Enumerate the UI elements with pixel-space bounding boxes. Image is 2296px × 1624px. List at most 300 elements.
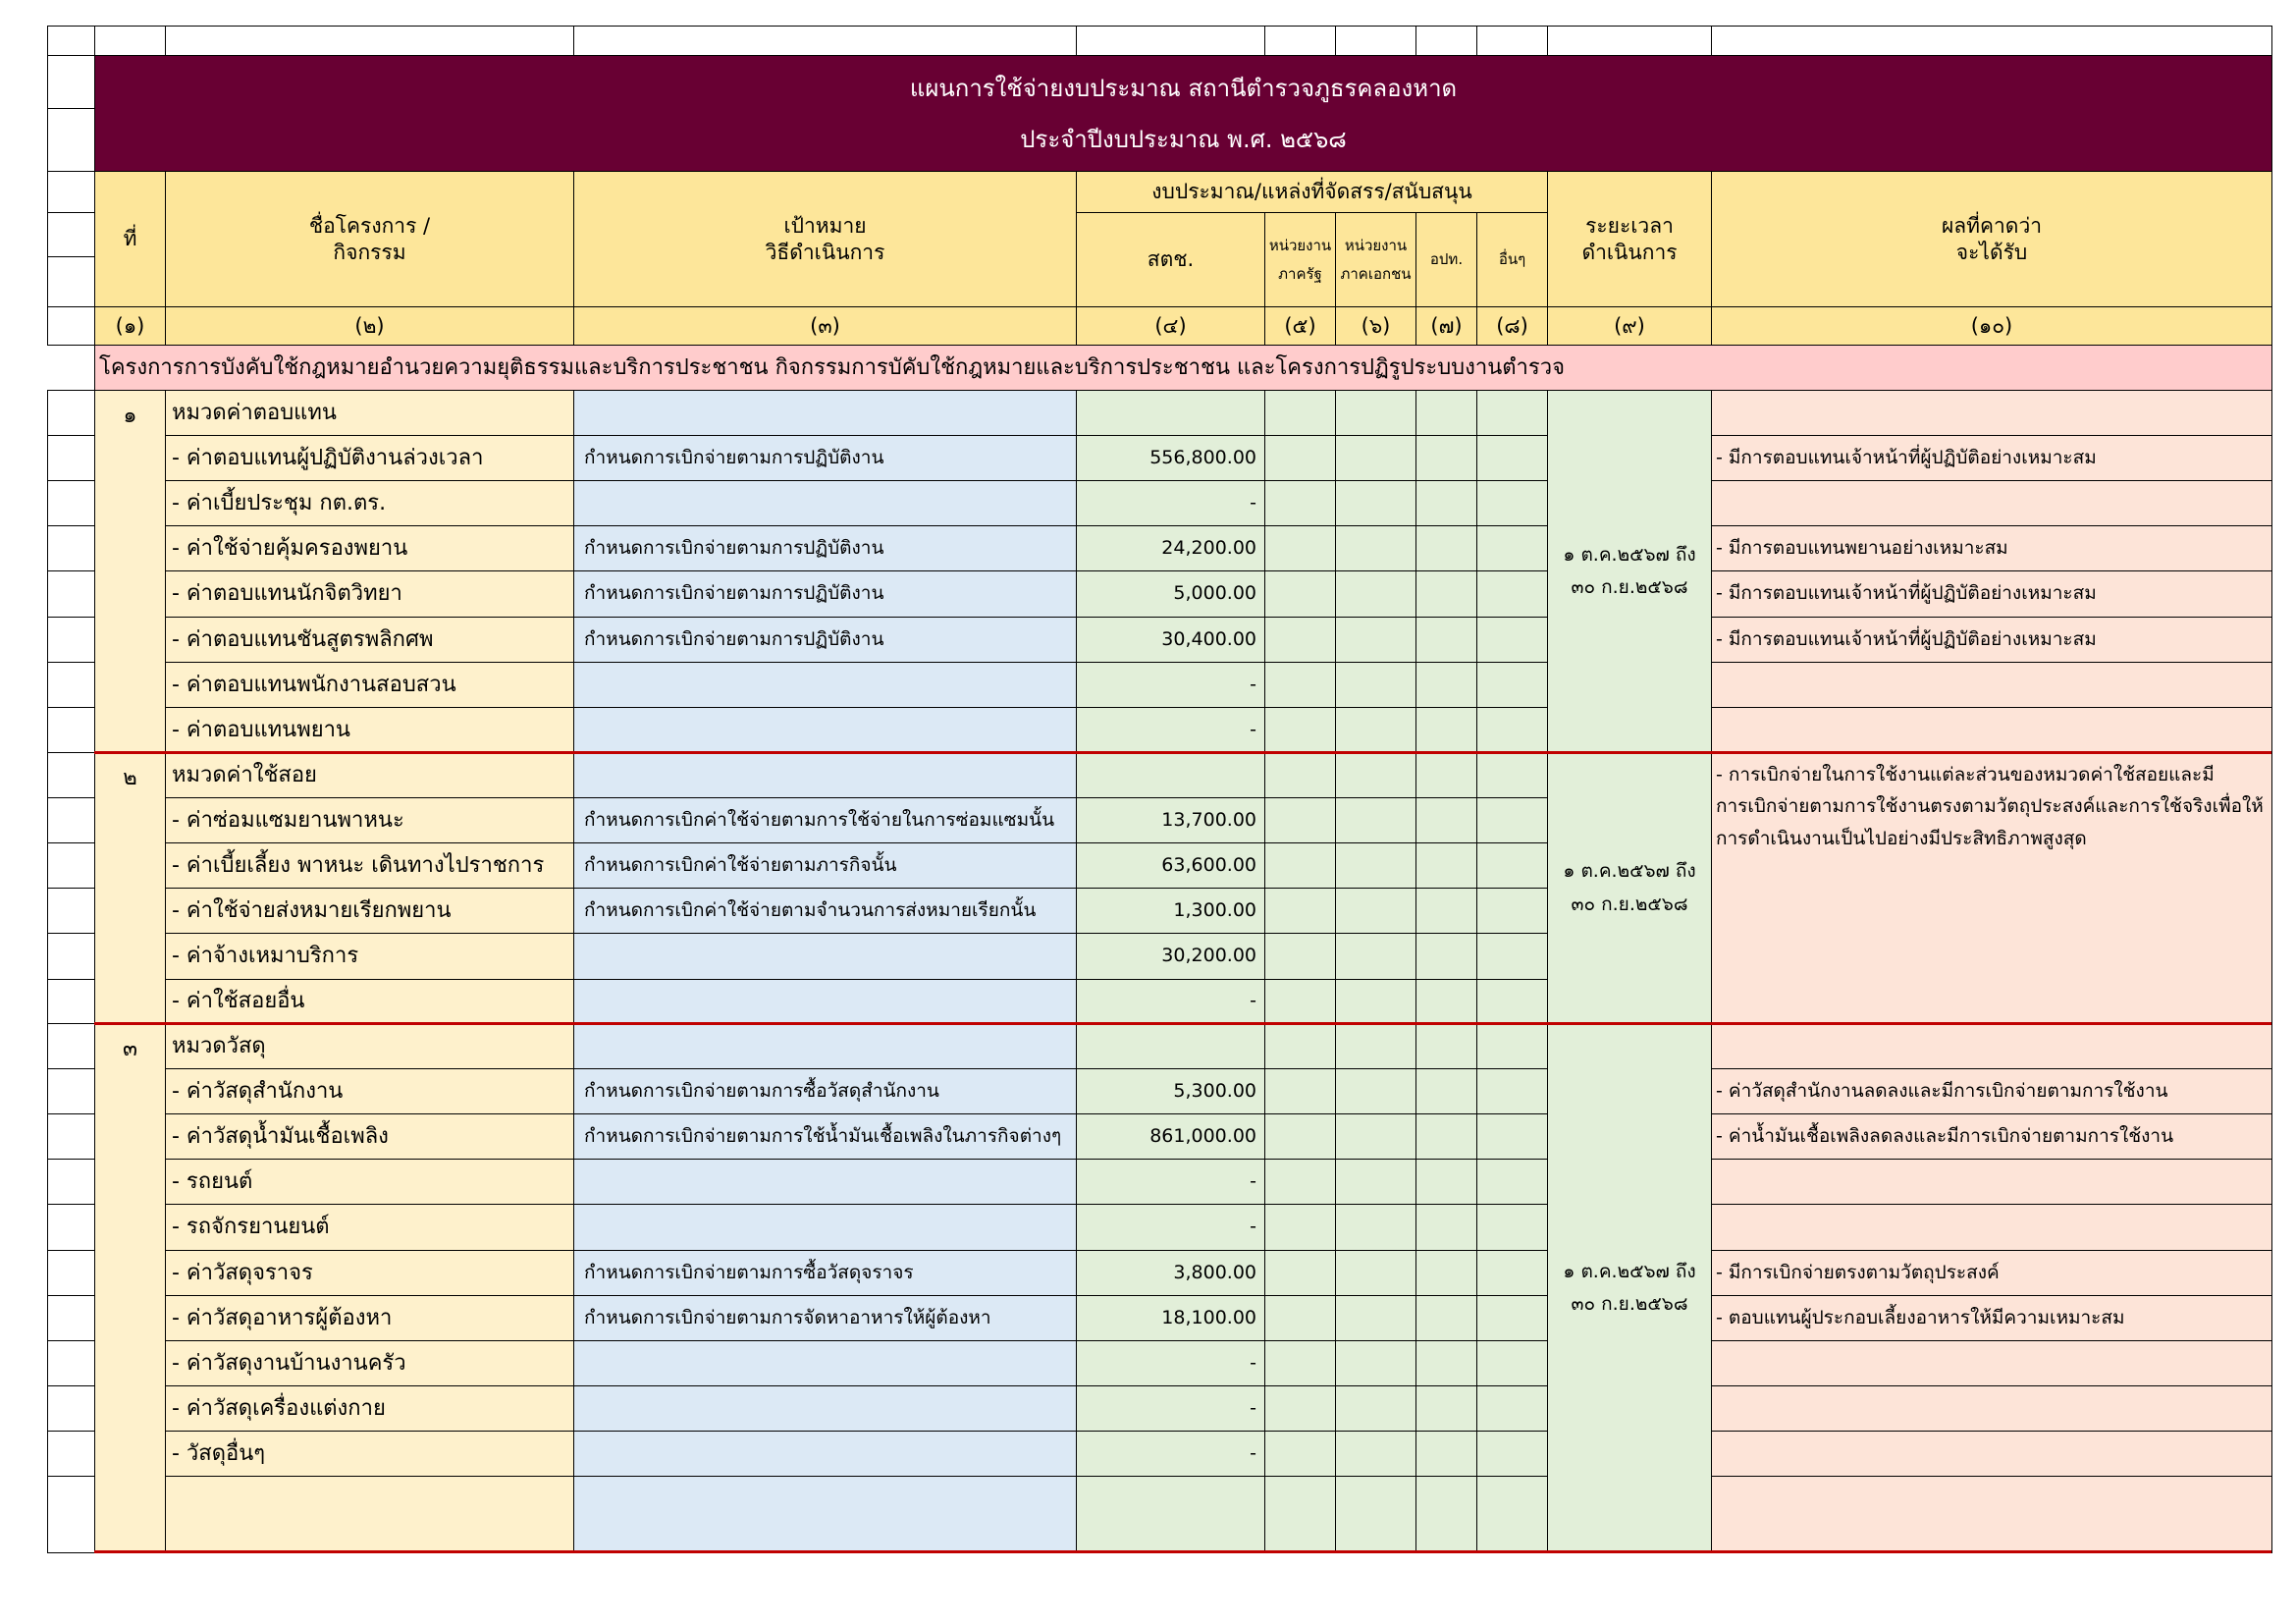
budget-source-cell [1264, 707, 1336, 753]
budget-source-cell [1415, 435, 1477, 481]
expected-result-line: การดำเนินงานเป็นไปอย่างมีประสิทธิภาพสูงสุด [1716, 827, 2087, 849]
budget-source-cell [1264, 1250, 1336, 1296]
budget-source-cell [1335, 525, 1416, 571]
margin-cell [47, 1295, 95, 1341]
time-end: ๓๐ ก.ย.๒๕๖๘ [1571, 1293, 1688, 1315]
expected-result [1711, 1113, 2272, 1160]
budget-amount [1076, 390, 1265, 436]
activity-name-label: - ค่าใช้สอยอื่น [172, 989, 305, 1014]
expected-result-label: - ตอบแทนผู้ประกอบเลี้ยงอาหารให้มีความเหมาะสม [1716, 1306, 2125, 1328]
budget-amount-value: - [1250, 1441, 1256, 1464]
budget-amount [1076, 797, 1265, 843]
expected-result [1711, 480, 2272, 526]
budget-source-cell [1264, 1295, 1336, 1341]
activity-name [165, 1068, 574, 1114]
budget-amount-value: - [1250, 491, 1256, 514]
budget-amount [1076, 1023, 1265, 1069]
activity-name-label: - ค่าวัสดุน้ำมันเชื้อเพลิง [172, 1123, 389, 1149]
blank-cell [573, 26, 1077, 56]
activity-name-label: - ค่าใช้จ่ายส่งหมายเรียกพยาน [172, 897, 452, 923]
margin-cell [47, 306, 95, 346]
column-number-label: (๘) [1496, 313, 1528, 338]
budget-source-cell [1476, 1068, 1548, 1114]
margin-cell [47, 1204, 95, 1251]
time-start: ๑ ต.ค.๒๕๖๗ ถึง [1563, 860, 1696, 883]
activity-goal [573, 933, 1077, 980]
activity-name [165, 617, 574, 663]
activity-goal-label: กำหนดการเบิกค่าใช้จ่ายตามการใช้จ่ายในการซ่อมแซมนั้น [584, 808, 1055, 831]
activity-name [165, 1385, 574, 1432]
activity-goal-label: กำหนดการเบิกค่าใช้จ่ายตามภารกิจนั้น [584, 853, 897, 876]
margin-cell [47, 979, 95, 1024]
header-private-line2: ภาคเอกชน [1340, 264, 1412, 283]
budget-amount [1076, 1476, 1265, 1553]
budget-amount [1076, 752, 1265, 798]
margin-cell [47, 1159, 95, 1205]
budget-source-cell [1335, 1295, 1416, 1341]
expected-result [1711, 525, 2272, 571]
budget-amount [1076, 570, 1265, 618]
header-other [1476, 212, 1548, 307]
budget-amount [1076, 1204, 1265, 1251]
activity-name-label: - ค่าตอบแทนพยาน [172, 717, 350, 742]
budget-source-cell [1476, 752, 1548, 798]
expected-result [1711, 1023, 2272, 1069]
activity-name [165, 1295, 574, 1341]
budget-source-cell [1264, 888, 1336, 934]
budget-amount-value: 5,300.00 [1173, 1079, 1256, 1102]
budget-source-cell [1264, 1385, 1336, 1432]
margin-cell [47, 842, 95, 889]
header-goal-line1: เป้าหมาย [783, 214, 867, 239]
budget-amount [1076, 1340, 1265, 1386]
activity-name-label: - ค่าตอบแทนนักจิตวิทยา [172, 581, 402, 607]
budget-plan-sheet [47, 26, 2271, 1552]
activity-name [165, 933, 574, 980]
margin-cell [47, 256, 95, 307]
budget-amount-value: - [1250, 1351, 1256, 1374]
group-number [94, 1023, 166, 1553]
budget-amount-value: - [1250, 990, 1256, 1012]
budget-amount [1076, 1431, 1265, 1477]
margin-cell [47, 888, 95, 934]
activity-goal [573, 1476, 1077, 1553]
column-number [1476, 306, 1548, 346]
activity-name-label: - วัสดุอื่นๆ [172, 1440, 266, 1466]
budget-source-cell [1415, 617, 1477, 663]
budget-source-cell [1415, 390, 1477, 436]
margin-cell [47, 1023, 95, 1069]
budget-source-cell [1415, 979, 1477, 1024]
budget-source-cell [1415, 525, 1477, 571]
budget-source-cell [1476, 1431, 1548, 1477]
budget-source-cell [1415, 1159, 1477, 1205]
activity-name [165, 797, 574, 843]
activity-name [165, 1159, 574, 1205]
budget-amount [1076, 480, 1265, 526]
blank-cell [1076, 26, 1265, 56]
expected-result-line: การเบิกจ่ายตามการใช้งานตรงตามวัตถุประสงค์และการใช้จริงเพื่อให้ [1716, 795, 2264, 818]
time-period [1547, 390, 1712, 753]
activity-name-label: หมวดวัสดุ [172, 1033, 266, 1058]
budget-source-cell [1335, 707, 1416, 753]
activity-name-label: - ค่าจ้างเหมาบริการ [172, 944, 359, 969]
budget-source-cell [1476, 525, 1548, 571]
activity-goal [573, 797, 1077, 843]
budget-source-cell [1415, 752, 1477, 798]
column-number [1264, 306, 1336, 346]
budget-source-cell [1335, 390, 1416, 436]
expected-result [1711, 707, 2272, 753]
budget-source-cell [1264, 1113, 1336, 1160]
budget-amount-value: 5,000.00 [1173, 582, 1256, 605]
budget-amount-value: - [1250, 718, 1256, 740]
activity-name [165, 1340, 574, 1386]
column-number [165, 306, 574, 346]
group-separator [94, 1022, 2271, 1025]
header-budget-main [1076, 212, 1265, 307]
budget-source-cell [1264, 752, 1336, 798]
expected-result [1711, 390, 2272, 436]
budget-source-cell [1335, 617, 1416, 663]
budget-source-cell [1264, 933, 1336, 980]
activity-goal-label: กำหนดการเบิกจ่ายตามการใช้น้ำมันเชื้อเพลิงในภารกิจต่างๆ [584, 1124, 1062, 1147]
budget-source-cell [1476, 570, 1548, 618]
budget-source-cell [1335, 570, 1416, 618]
budget-amount [1076, 1295, 1265, 1341]
budget-source-cell [1415, 662, 1477, 708]
group-number [94, 752, 166, 1024]
budget-amount-value: - [1250, 673, 1256, 695]
title-band [94, 55, 2272, 172]
budget-source-cell [1476, 1023, 1548, 1069]
margin-cell [47, 108, 95, 172]
column-number-label: (๑) [115, 313, 145, 338]
blank-cell [94, 26, 166, 56]
column-number [1547, 306, 1712, 346]
expected-result-line: - การเบิกจ่ายในการใช้งานแต่ละส่วนของหมวดค่าใช้สอยและมี [1716, 764, 2215, 785]
expected-result [1711, 1295, 2272, 1341]
budget-amount-value: 1,300.00 [1173, 898, 1256, 921]
budget-amount-value: 30,200.00 [1161, 945, 1256, 967]
activity-name [165, 842, 574, 889]
margin-cell [47, 662, 95, 708]
header-budget-group-label: งบประมาณ/แหล่งที่จัดสรร/สนับสนุน [1151, 180, 1472, 204]
budget-amount [1076, 525, 1265, 571]
budget-amount-value: 63,600.00 [1161, 853, 1256, 876]
budget-source-cell [1335, 933, 1416, 980]
activity-name-label: - ค่าเบี้ยประชุม กต.ตร. [172, 490, 387, 515]
activity-name-label: - ค่าใช้จ่ายคุ้มครองพยาน [172, 535, 408, 561]
budget-source-cell [1476, 979, 1548, 1024]
budget-source-cell [1415, 797, 1477, 843]
budget-source-cell [1264, 1023, 1336, 1069]
budget-source-cell [1335, 1204, 1416, 1251]
budget-source-cell [1476, 797, 1548, 843]
budget-amount [1076, 662, 1265, 708]
activity-goal-label: กำหนดการเบิกจ่ายตามการซื้อวัสดุสำนักงาน [584, 1079, 939, 1102]
margin-cell [47, 1250, 95, 1296]
activity-name-label: - ค่าตอบแทนผู้ปฏิบัติงานล่วงเวลา [172, 445, 484, 470]
header-other-label: อื่นๆ [1498, 250, 1526, 269]
budget-amount-value: - [1250, 1396, 1256, 1419]
budget-source-cell [1264, 662, 1336, 708]
budget-source-cell [1264, 1068, 1336, 1114]
activity-goal [573, 979, 1077, 1024]
header-local [1415, 212, 1477, 307]
activity-goal [573, 480, 1077, 526]
budget-amount [1076, 979, 1265, 1024]
activity-goal-label: กำหนดการเบิกจ่ายตามการปฏิบัติงาน [584, 582, 884, 605]
budget-source-cell [1415, 1476, 1477, 1553]
budget-source-cell [1264, 1204, 1336, 1251]
activity-name [165, 525, 574, 571]
budget-amount [1076, 888, 1265, 934]
time-end: ๓๐ ก.ย.๒๕๖๘ [1571, 576, 1688, 598]
budget-source-cell [1476, 1385, 1548, 1432]
header-project [165, 171, 574, 307]
column-number-label: (๔) [1154, 313, 1187, 338]
budget-source-cell [1264, 525, 1336, 571]
margin-cell [47, 55, 95, 109]
budget-source-cell [1415, 1023, 1477, 1069]
header-result-line1: ผลที่คาดว่า [1941, 214, 2043, 239]
activity-goal-label: กำหนดการเบิกจ่ายตามการปฏิบัติงาน [584, 536, 884, 559]
activity-goal [573, 435, 1077, 481]
blank-cell [1547, 26, 1712, 56]
budget-source-cell [1415, 1068, 1477, 1114]
activity-goal [573, 662, 1077, 708]
margin-cell [47, 212, 95, 257]
activity-name-label: หมวดค่าตอบแทน [172, 400, 337, 425]
activity-name-label: - ค่าเบี้ยเลี้ยง พาหนะ เดินทางไปราชการ [172, 852, 545, 878]
column-number [1335, 306, 1416, 346]
budget-source-cell [1476, 1204, 1548, 1251]
column-number [1076, 306, 1265, 346]
margin-cell [47, 707, 95, 753]
header-gov-line1: หน่วยงาน [1268, 237, 1332, 254]
activity-goal [573, 1204, 1077, 1251]
margin-cell [47, 570, 95, 618]
budget-source-cell [1335, 435, 1416, 481]
expected-result [1711, 1340, 2272, 1386]
time-period [1547, 1023, 1712, 1553]
budget-source-cell [1476, 933, 1548, 980]
activity-goal [573, 390, 1077, 436]
budget-amount [1076, 707, 1265, 753]
budget-amount-value: 13,700.00 [1161, 808, 1256, 831]
expected-result-label: - มีการตอบแทนเจ้าหน้าที่ผู้ปฏิบัติอย่างเหมาะสม [1716, 582, 2097, 605]
column-number-label: (๙) [1614, 313, 1645, 338]
column-number [1415, 306, 1477, 346]
budget-source-cell [1335, 797, 1416, 843]
margin-cell [47, 525, 95, 571]
activity-goal-label: กำหนดการเบิกค่าใช้จ่ายตามจำนวนการส่งหมายเรียกนั้น [584, 898, 1037, 921]
budget-source-cell [1415, 1385, 1477, 1432]
budget-source-cell [1335, 842, 1416, 889]
budget-source-cell [1264, 570, 1336, 618]
activity-name [165, 1476, 574, 1553]
budget-amount-value: 18,100.00 [1161, 1306, 1256, 1328]
budget-source-cell [1264, 842, 1336, 889]
header-budget-main-label: สตช. [1147, 247, 1195, 272]
activity-name-label: - ค่าตอบแทนชันสูตรพลิกศพ [172, 626, 434, 652]
header-time-line2: ดำเนินการ [1581, 240, 1678, 264]
time-start: ๑ ต.ค.๒๕๖๗ ถึง [1563, 1260, 1696, 1282]
budget-source-cell [1335, 662, 1416, 708]
expected-result [1711, 435, 2272, 481]
activity-goal [573, 707, 1077, 753]
activity-goal [573, 1023, 1077, 1069]
activity-goal [573, 1250, 1077, 1296]
header-goal [573, 171, 1077, 307]
header-result [1711, 171, 2272, 307]
activity-goal [573, 752, 1077, 798]
margin-cell [47, 171, 95, 213]
header-budget-group [1076, 171, 1548, 213]
budget-source-cell [1476, 617, 1548, 663]
budget-source-cell [1415, 480, 1477, 526]
budget-source-cell [1335, 1250, 1416, 1296]
activity-name-label: - ค่าวัสดุสำนักงาน [172, 1078, 344, 1104]
margin-cell [47, 752, 95, 798]
activity-name [165, 1204, 574, 1251]
budget-source-cell [1476, 1113, 1548, 1160]
budget-source-cell [1476, 707, 1548, 753]
activity-goal [573, 617, 1077, 663]
activity-goal [573, 1431, 1077, 1477]
expected-result [1711, 1250, 2272, 1296]
margin-cell [47, 933, 95, 980]
budget-amount [1076, 1113, 1265, 1160]
activity-goal [573, 1295, 1077, 1341]
blank-cell [1415, 26, 1477, 56]
margin-cell [47, 1068, 95, 1114]
group-separator [94, 751, 2271, 754]
budget-amount [1076, 933, 1265, 980]
header-time [1547, 171, 1712, 307]
budget-source-cell [1264, 1340, 1336, 1386]
expected-result-label: - ค่าน้ำมันเชื้อเพลิงลดลงและมีการเบิกจ่ายตามการใช้งาน [1716, 1124, 2174, 1147]
budget-source-cell [1335, 888, 1416, 934]
group-number-label: ๒ [123, 766, 137, 790]
budget-source-cell [1415, 1250, 1477, 1296]
activity-name [165, 752, 574, 798]
column-number [573, 306, 1077, 346]
activity-name-label: - ค่าวัสดุอาหารผู้ต้องหา [172, 1305, 393, 1330]
activity-goal-label: กำหนดการเบิกจ่ายตามการซื้อวัสดุจราจร [584, 1261, 914, 1283]
activity-name [165, 390, 574, 436]
budget-source-cell [1264, 1476, 1336, 1553]
budget-source-cell [1264, 797, 1336, 843]
budget-source-cell [1415, 1340, 1477, 1386]
budget-source-cell [1476, 390, 1548, 436]
budget-amount-value: 24,200.00 [1161, 536, 1256, 559]
expected-result [1711, 1159, 2272, 1205]
budget-amount-value: - [1250, 1216, 1256, 1238]
margin-cell [47, 1476, 95, 1553]
activity-name [165, 435, 574, 481]
blank-cell [47, 26, 95, 56]
column-number-label: (๑๐) [1970, 313, 2013, 338]
header-local-label: อปท. [1429, 250, 1464, 269]
activity-name-label: - ค่าวัสดุจราจร [172, 1260, 313, 1285]
blank-cell [1711, 26, 2272, 56]
budget-amount-value: 861,000.00 [1149, 1124, 1256, 1147]
margin-cell [47, 435, 95, 481]
budget-amount-value: 3,800.00 [1173, 1261, 1256, 1283]
activity-name-label: - รถยนต์ [172, 1168, 253, 1194]
budget-source-cell [1476, 1295, 1548, 1341]
activity-goal-label: กำหนดการเบิกจ่ายตามการปฏิบัติงาน [584, 446, 884, 468]
group-number-label: ๓ [122, 1037, 138, 1061]
expected-result [1711, 1204, 2272, 1251]
activity-goal [573, 1385, 1077, 1432]
activity-goal-label: กำหนดการเบิกจ่ายตามการปฏิบัติงาน [584, 627, 884, 650]
expected-result [1711, 662, 2272, 708]
header-project-line1: ชื่อโครงการ / [308, 214, 431, 239]
column-number-label: (๓) [810, 313, 840, 338]
activity-name [165, 1113, 574, 1160]
activity-name [165, 480, 574, 526]
blank-cell [165, 26, 574, 56]
header-private-line1: หน่วยงาน [1344, 237, 1408, 254]
margin-cell [47, 797, 95, 843]
activity-name-label: หมวดค่าใช้สอย [172, 762, 317, 787]
budget-source-cell [1335, 979, 1416, 1024]
expected-result [1711, 1431, 2272, 1477]
expected-result-label: - มีการตอบแทนพยานอย่างเหมาะสม [1716, 536, 2008, 559]
budget-amount-value: 556,800.00 [1149, 446, 1256, 468]
budget-source-cell [1476, 1159, 1548, 1205]
activity-goal [573, 888, 1077, 934]
activity-name [165, 1023, 574, 1069]
group-number-label: ๑ [123, 404, 137, 428]
budget-source-cell [1264, 1431, 1336, 1477]
activity-name [165, 1250, 574, 1296]
budget-amount [1076, 1385, 1265, 1432]
budget-source-cell [1415, 1431, 1477, 1477]
margin-cell [47, 1113, 95, 1160]
expected-result [1711, 1385, 2272, 1432]
budget-source-cell [1335, 1431, 1416, 1477]
activity-name [165, 979, 574, 1024]
budget-source-cell [1415, 1204, 1477, 1251]
header-goal-line2: วิธีดำเนินการ [765, 240, 885, 264]
expected-result [1711, 1476, 2272, 1553]
activity-name [165, 707, 574, 753]
activity-name-label: - รถจักรยานยนต์ [172, 1215, 330, 1240]
group-separator [94, 1550, 2271, 1553]
activity-goal [573, 1113, 1077, 1160]
budget-source-cell [1415, 1113, 1477, 1160]
budget-source-cell [1335, 1159, 1416, 1205]
title-line-2: ประจำปีงบประมาณ พ.ศ. ๒๕๖๘ [1020, 125, 1347, 153]
budget-source-cell [1476, 888, 1548, 934]
budget-source-cell [1476, 1250, 1548, 1296]
blank-cell [1335, 26, 1416, 56]
blank-cell [1264, 26, 1336, 56]
budget-source-cell [1476, 1340, 1548, 1386]
column-number-label: (๕) [1284, 313, 1316, 338]
activity-name-label: - ค่าวัสดุงานบ้านงานครัว [172, 1350, 406, 1376]
budget-source-cell [1264, 390, 1336, 436]
budget-source-cell [1264, 979, 1336, 1024]
column-number-label: (๒) [354, 313, 385, 338]
budget-source-cell [1264, 480, 1336, 526]
section-title-row [94, 345, 2272, 391]
budget-amount [1076, 1250, 1265, 1296]
